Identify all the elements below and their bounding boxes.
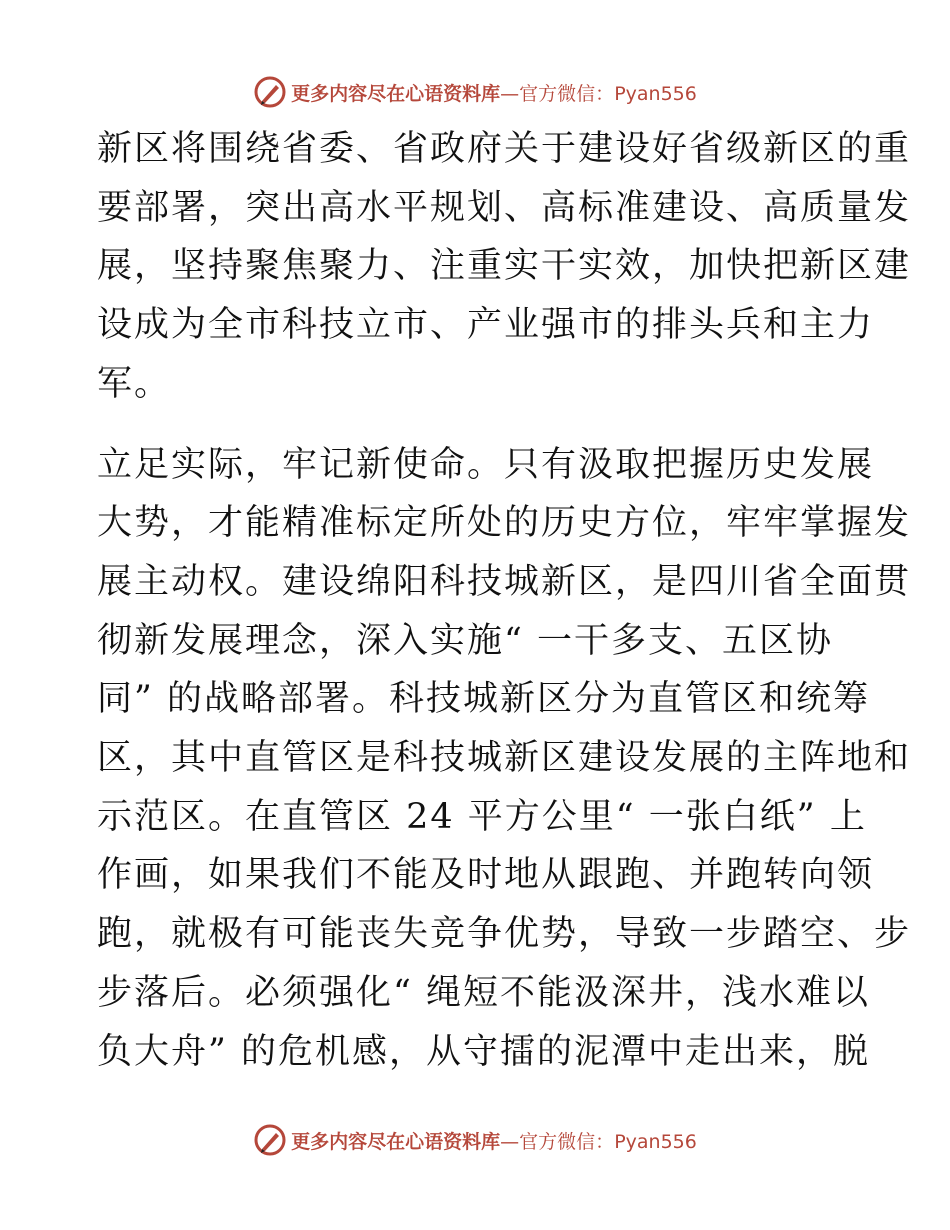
text-line: 大势，才能精准标定所处的历史方位，牢牢掌握发 [97, 503, 912, 544]
text-line: 军。 [97, 363, 172, 404]
header-account: Pyan556 [614, 82, 697, 105]
footer-text [291, 1127, 697, 1154]
header-official-label: 官方微信： [519, 82, 615, 105]
header-brand: 更多内容尽在心语资料库 [291, 82, 501, 105]
footer-dash: — [500, 1130, 520, 1153]
footer-account: Pyan556 [614, 1130, 697, 1153]
pen-logo-icon [253, 75, 287, 109]
text-line: 作画，如果我们不能及时地从跟跑、并跑转向领 [97, 855, 875, 896]
text-line: 展主动权。建设绵阳科技城新区，是四川省全面贯 [97, 561, 912, 602]
footer-banner [0, 1120, 950, 1160]
text-line: 立足实际，牢记新使命。只有汲取把握历史发展 [97, 444, 875, 485]
text-line: 彻新发展理念，深入实施“ 一干多支、五区协 [97, 620, 834, 661]
text-line: 同” 的战略部署。科技城新区分为直管区和统筹 [97, 679, 871, 720]
text-line: 步落后。必须强化“ 绳短不能汲深井，浅水难以 [97, 972, 871, 1013]
document-body [97, 120, 912, 1081]
header-dash: — [500, 82, 520, 105]
text-line: 区，其中直管区是科技城新区建设发展的主阵地和 [97, 738, 912, 779]
paragraph-2 [97, 436, 912, 1082]
text-line: 要部署，突出高水平规划、高标准建设、高质量发 [97, 187, 912, 228]
footer-official-label: 官方微信： [519, 1130, 615, 1153]
header-banner [0, 72, 950, 112]
text-line: 负大舟” 的危机感，从守擂的泥潭中走出来，脱 [97, 1031, 871, 1072]
paragraph-1 [97, 120, 912, 414]
text-line: 新区将围绕省委、省政府关于建设好省级新区的重 [97, 129, 912, 169]
header-text [291, 79, 697, 106]
footer-brand: 更多内容尽在心语资料库 [291, 1130, 501, 1153]
pen-logo-icon [253, 1123, 287, 1157]
text-line: 示范区。在直管区 24 平方公里“ 一张白纸” 上 [97, 796, 867, 837]
text-line: 跑，就极有可能丧失竞争优势，导致一步踏空、步 [97, 914, 912, 955]
text-line: 设成为全市科技立市、产业强市的排头兵和主力 [97, 305, 875, 346]
text-line: 展，坚持聚焦聚力、注重实干实效，加快把新区建 [97, 246, 912, 287]
